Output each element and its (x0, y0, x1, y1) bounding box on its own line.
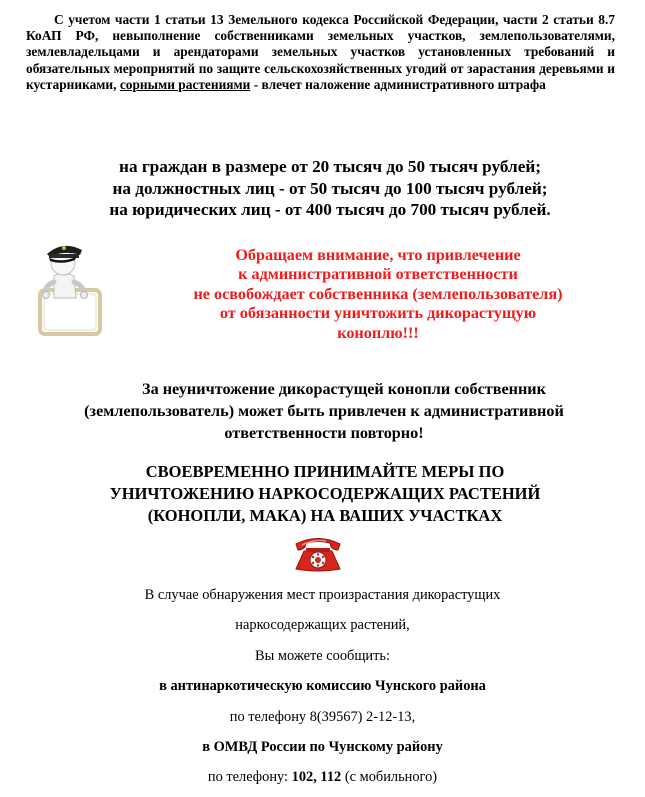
fine-officials: на должностных лиц - от 50 тысяч до 100 тысяч рублей; (112, 178, 548, 198)
contacts-line: наркосодержащих растений, (235, 617, 410, 634)
intro-paragraph (26, 12, 615, 93)
police-phone-suffix: (с мобильного) (341, 769, 438, 786)
police-phone-prefix: по телефону: (207, 769, 292, 786)
police-phone-line (20, 762, 625, 792)
police-department-line: в ОМВД России по Чунскому району (202, 738, 443, 755)
headline-line: (КОНОПЛИ, МАКА) НА ВАШИХ УЧАСТКАХ (147, 506, 503, 525)
red-telephone-icon (290, 535, 346, 573)
anti-drug-commission-line: в антинаркотическую комиссию Чунского района (159, 678, 486, 695)
notice-line: от обязанности уничтожить дикорастущую (219, 304, 537, 323)
intro-text-after: - влечет наложение административного штрафа (250, 76, 546, 92)
repeat-liability-paragraph (24, 378, 624, 444)
call-to-action-headline (40, 461, 610, 527)
headline-line: УНИЧТОЖЕНИЮ НАРКОСОДЕРЖАЩИХ РАСТЕНИЙ (109, 484, 541, 503)
repeat-line: ответственности повторно! (224, 424, 424, 442)
notice-line: Обращаем внимание, что привлечение (235, 246, 521, 264)
notice-line: к административной ответственности (238, 265, 518, 284)
notice-line: коноплю!!! (337, 323, 419, 342)
repeat-line: (землепользователь) может быть привлечен к административной (84, 402, 564, 420)
fine-citizens: на граждан в размере от 20 тысяч до 50 тысяч рублей; (119, 157, 541, 176)
fines-list (20, 156, 640, 221)
police-phone-numbers: 102, 112 (291, 769, 342, 786)
police-figure-with-sign-icon (30, 236, 108, 338)
intro-text-before: С учетом части 1 статьи 13 Земельного кодекса Российской Федерации, части 2 статьи 8.7 КоАП РФ, невыполнение собственниками земельных участков, землепользователями, землевладельцами и арендаторами земельных участков установленных требований и обязательных мероприятий по защите сельскохозяйственных угодий от зарастания деревьями и кустарниками, (26, 12, 615, 92)
contacts-section (20, 580, 625, 793)
contacts-line: Вы можете сообщить: (255, 647, 390, 664)
warning-notice (136, 246, 620, 343)
fine-legal-entities: на юридических лиц - от 400 тысяч до 700 тысяч рублей. (109, 200, 551, 219)
commission-phone-line: по телефону 8(39567) 2-12-13, (229, 708, 416, 725)
headline-line: СВОЕВРЕМЕННО ПРИНИМАЙТЕ МЕРЫ ПО (145, 462, 505, 481)
intro-underlined-text: сорными растениями (119, 76, 251, 92)
notice-line: не освобождает собственника (землепользователя) (193, 284, 563, 303)
contacts-line: В случае обнаружения мест произрастания дикорастущих (144, 587, 501, 603)
repeat-line: За неуничтожение дикорастущей конопли собственник (142, 380, 546, 398)
